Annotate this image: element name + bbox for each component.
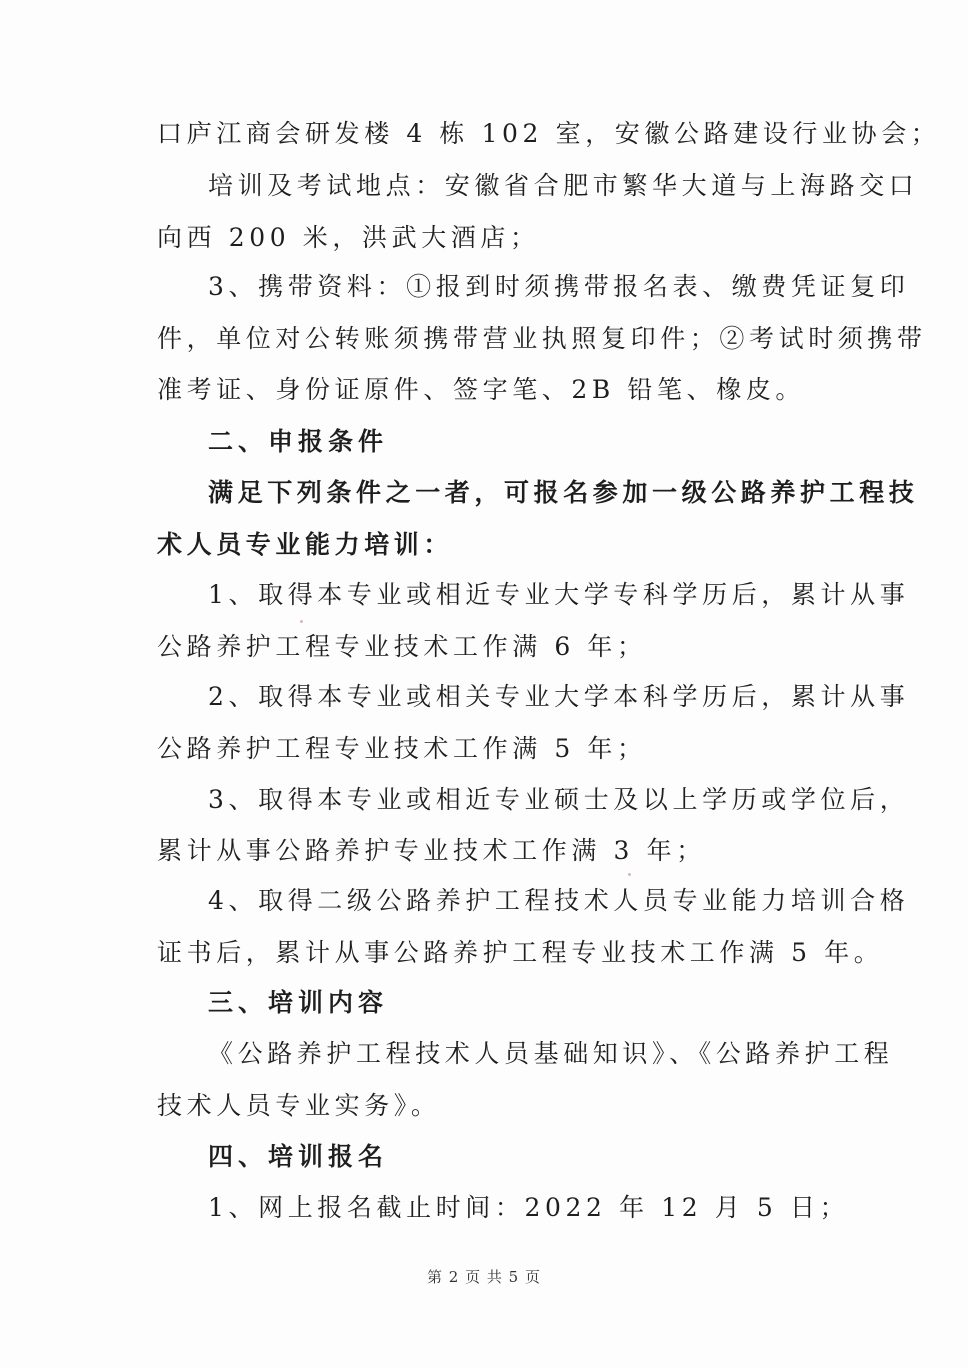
scan-speck bbox=[300, 620, 303, 623]
text-line: 公路养护工程专业技术工作满 6 年； bbox=[157, 632, 647, 661]
text-line: 3、取得本专业或相近专业硕士及以上学历或学位后， bbox=[208, 785, 910, 814]
text-line: 累计从事公路养护专业技术工作满 3 年； bbox=[157, 836, 706, 865]
text-line: 公路养护工程专业技术工作满 5 年； bbox=[157, 734, 647, 763]
page-footer: 第 2 页 共 5 页 bbox=[427, 1268, 541, 1286]
text-line: 件，单位对公转账须携带营业执照复印件；②考试时须携带 bbox=[157, 324, 927, 353]
scan-speck bbox=[628, 873, 631, 876]
text-line: 《公路养护工程技术人员基础知识》、《公路养护工程 bbox=[208, 1039, 894, 1068]
text-line: 准考证、身份证原件、签字笔、2B 铅笔、橡皮。 bbox=[157, 375, 806, 404]
section-heading: 三、培训内容 bbox=[208, 988, 389, 1017]
text-line: 向西 200 米，洪武大酒店； bbox=[157, 223, 540, 252]
section-heading: 二、申报条件 bbox=[208, 427, 389, 456]
text-line: 1、取得本专业或相近专业大学专科学历后，累计从事 bbox=[208, 580, 910, 609]
text-line: 术人员专业能力培训： bbox=[157, 530, 454, 559]
text-line: 口庐江商会研发楼 4 栋 102 室，安徽公路建设行业协会； bbox=[157, 119, 941, 148]
text-line: 满足下列条件之一者，可报名参加一级公路养护工程技 bbox=[208, 478, 919, 507]
section-heading: 四、培训报名 bbox=[208, 1142, 389, 1171]
text-line: 4、取得二级公路养护工程技术人员专业能力培训合格 bbox=[208, 886, 910, 915]
text-line: 技术人员专业实务》。 bbox=[157, 1091, 441, 1120]
text-line: 2、取得本专业或相关专业大学本科学历后，累计从事 bbox=[208, 682, 910, 711]
text-line: 证书后，累计从事公路养护工程专业技术工作满 5 年。 bbox=[157, 938, 884, 967]
text-line: 培训及考试地点：安徽省合肥市繁华大道与上海路交口 bbox=[208, 171, 919, 200]
text-line: 1、网上报名截止时间：2022 年 12 月 5 日； bbox=[208, 1193, 850, 1222]
text-line: 3、携带资料：①报到时须携带报名表、缴费凭证复印 bbox=[208, 272, 910, 301]
